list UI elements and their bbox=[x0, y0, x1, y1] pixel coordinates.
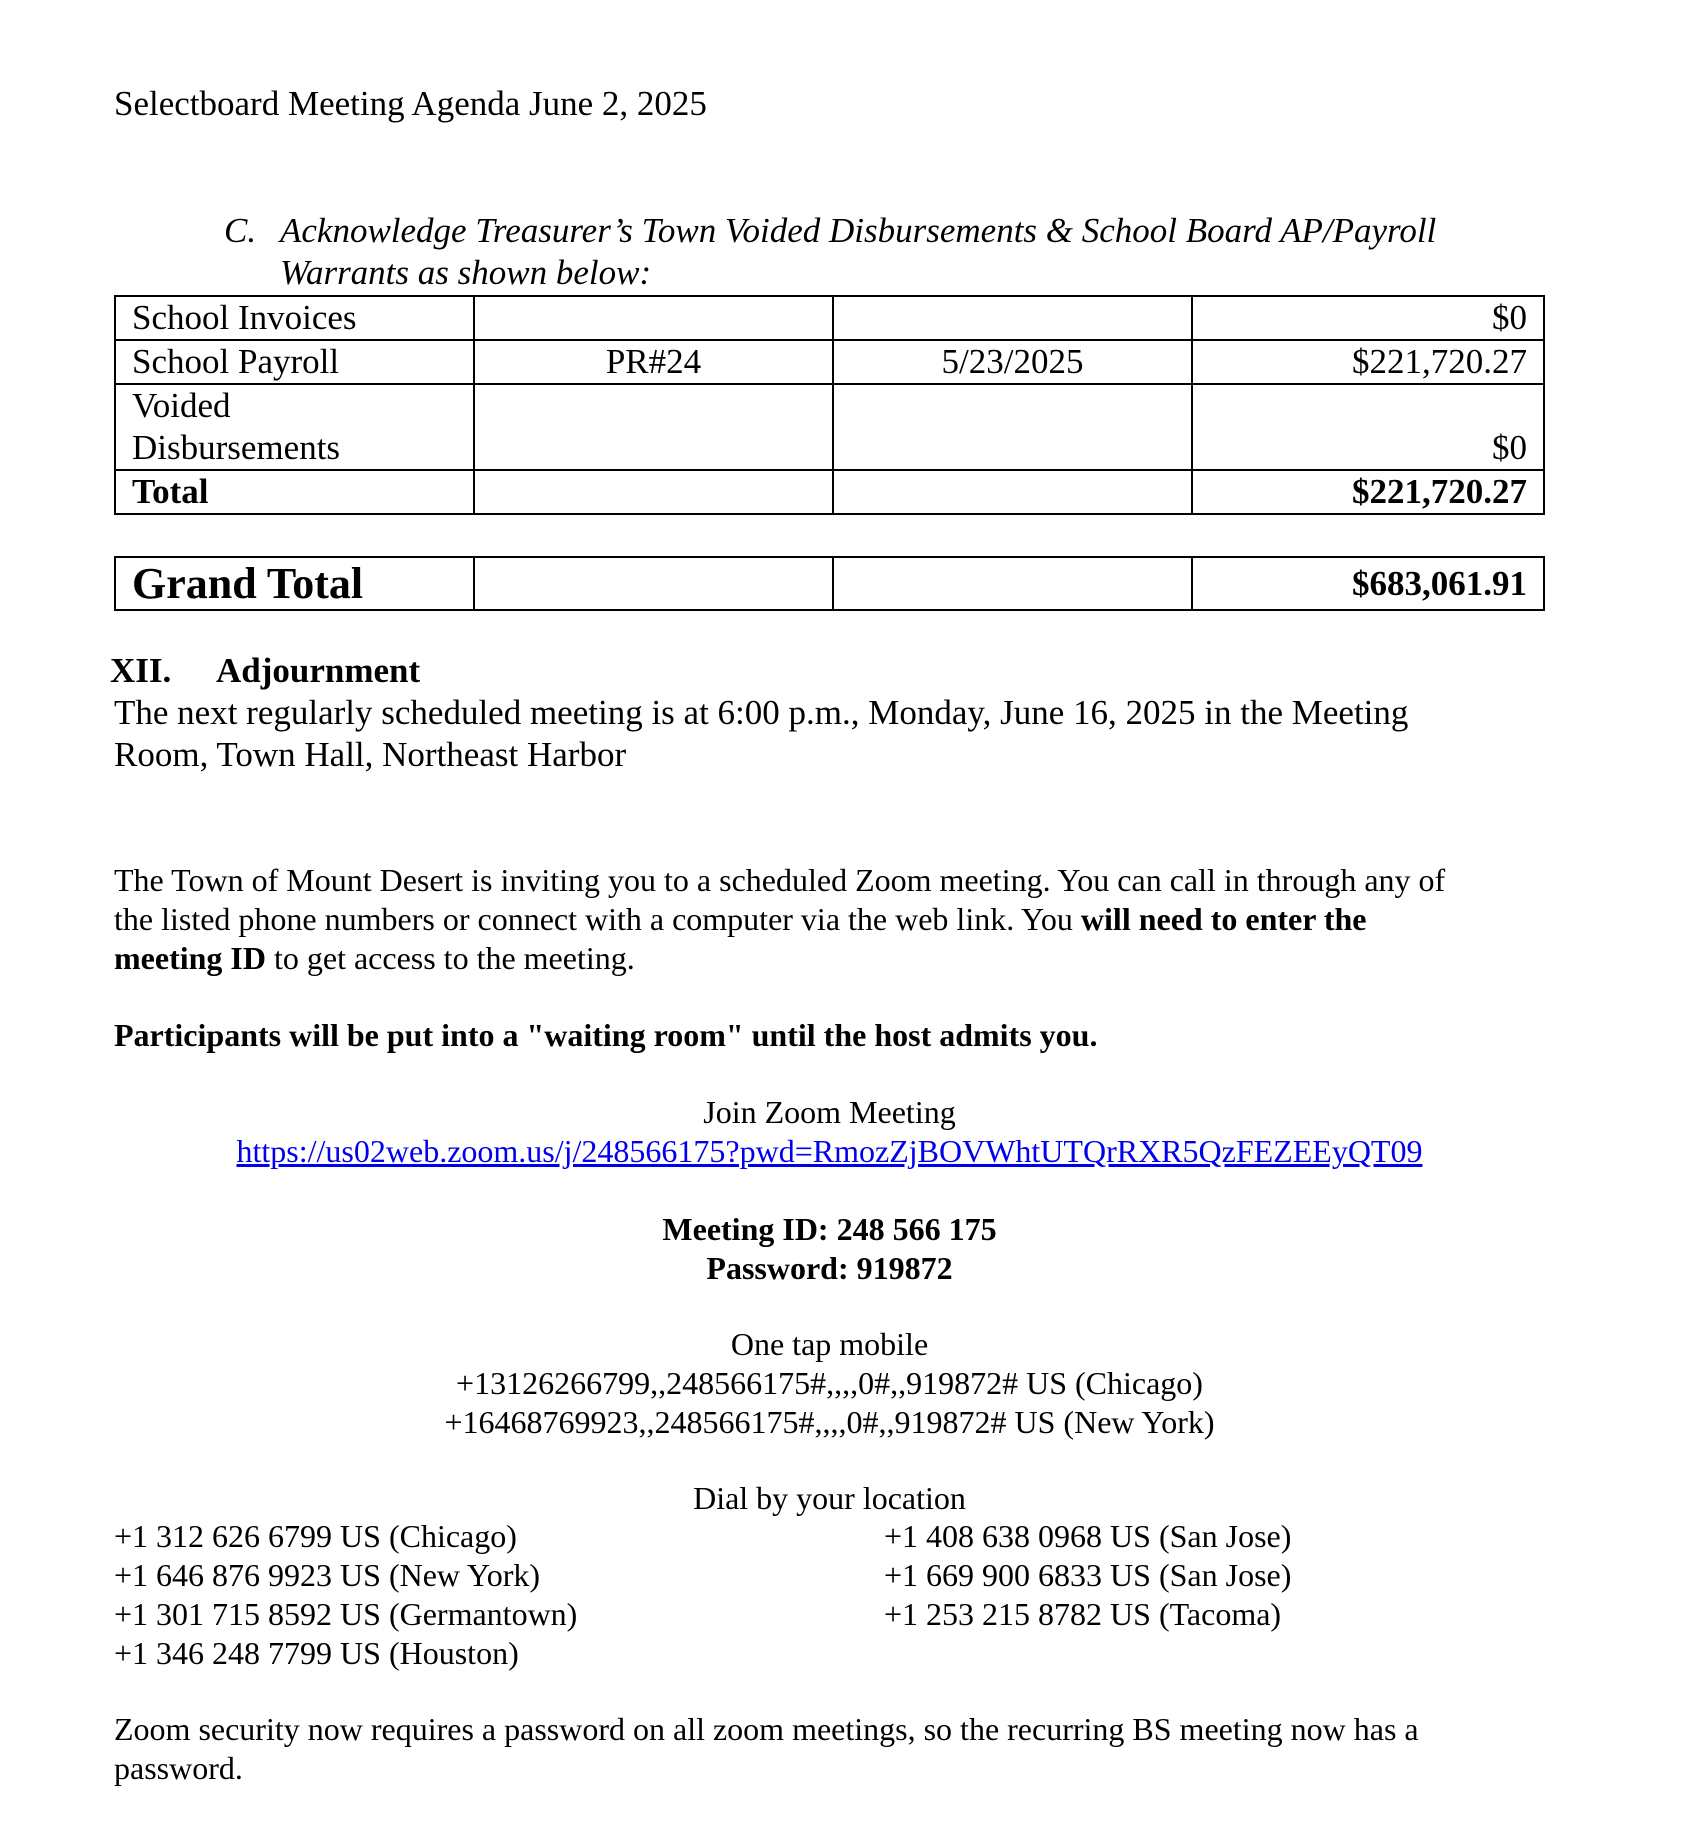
row-label: Total bbox=[115, 470, 474, 514]
zoom-intro-text: the listed phone numbers or connect with a computer via the web link. You bbox=[114, 901, 1081, 937]
grand-total-label: Grand Total bbox=[115, 557, 474, 610]
table-row bbox=[115, 384, 1544, 470]
dial-label: Dial by your location bbox=[693, 1480, 966, 1516]
row-label: School Payroll bbox=[115, 340, 474, 384]
join-zoom-link-row bbox=[114, 1132, 1545, 1171]
zoom-intro-bold: meeting ID bbox=[114, 940, 266, 976]
row-date bbox=[833, 296, 1192, 340]
row-ref bbox=[474, 470, 833, 514]
row-date bbox=[833, 384, 1192, 470]
section-heading-adjournment bbox=[110, 651, 420, 691]
dial-list-right bbox=[884, 1517, 1291, 1634]
empty-cell bbox=[833, 557, 1192, 610]
empty-cell bbox=[474, 557, 833, 610]
table-row bbox=[115, 557, 1544, 610]
row-amount: $221,720.27 bbox=[1192, 470, 1544, 514]
security-line2: password. bbox=[114, 1750, 243, 1786]
row-date: 5/23/2025 bbox=[833, 340, 1192, 384]
row-amount: $221,720.27 bbox=[1192, 340, 1544, 384]
adjournment-line1: The next regularly scheduled meeting is at 6:00 p.m., Monday, June 16, 2025 in the Meeting bbox=[114, 693, 1409, 732]
zoom-security-note bbox=[114, 1710, 1574, 1788]
one-tap-number: +16468769923,,248566175#,,,,0#,,919872# US (New York) bbox=[444, 1404, 1215, 1440]
meeting-password: Password: 919872 bbox=[706, 1250, 953, 1286]
row-date bbox=[833, 470, 1192, 514]
dial-number: +1 646 876 9923 US (New York) bbox=[114, 1557, 541, 1593]
row-label bbox=[115, 384, 474, 470]
row-label-line2: Disbursements bbox=[132, 428, 341, 467]
agenda-item-c bbox=[224, 210, 1436, 294]
zoom-intro-line3 bbox=[114, 939, 1574, 978]
row-amount: $0 bbox=[1192, 296, 1544, 340]
dial-number: +1 346 248 7799 US (Houston) bbox=[114, 1635, 519, 1671]
page-header: Selectboard Meeting Agenda June 2, 2025 bbox=[114, 84, 707, 123]
grand-total-amount: $683,061.91 bbox=[1192, 557, 1544, 610]
agenda-item-line1: Acknowledge Treasurer’s Town Voided Disbursements & School Board AP/Payroll bbox=[280, 211, 1437, 250]
adjournment-line2: Room, Town Hall, Northeast Harbor bbox=[114, 735, 627, 774]
zoom-intro-line2 bbox=[114, 900, 1574, 939]
adjournment-text bbox=[114, 692, 1574, 776]
row-label-line1: Voided bbox=[132, 386, 231, 425]
waiting-room-notice: Participants will be put into a "waiting room" until the host admits you. bbox=[114, 1017, 1098, 1053]
dial-number: +1 253 215 8782 US (Tacoma) bbox=[884, 1596, 1282, 1632]
row-label: School Invoices bbox=[115, 296, 474, 340]
agenda-item-line2: Warrants as shown below: bbox=[280, 253, 652, 292]
row-ref bbox=[474, 296, 833, 340]
meeting-id: Meeting ID: 248 566 175 bbox=[662, 1211, 997, 1247]
row-amount: $0 bbox=[1192, 384, 1544, 470]
agenda-item-letter: C. bbox=[224, 211, 257, 250]
dial-list-left bbox=[114, 1517, 577, 1673]
one-tap-label: One tap mobile bbox=[730, 1326, 929, 1362]
dial-number: +1 301 715 8592 US (Germantown) bbox=[114, 1596, 578, 1632]
join-zoom-label: Join Zoom Meeting bbox=[703, 1094, 956, 1130]
warrants-table bbox=[114, 295, 1545, 515]
section-title: Adjournment bbox=[216, 651, 421, 690]
dial-number: +1 669 900 6833 US (San Jose) bbox=[884, 1557, 1292, 1593]
dial-number: +1 312 626 6799 US (Chicago) bbox=[114, 1518, 517, 1554]
row-ref: PR#24 bbox=[474, 340, 833, 384]
table-row-total bbox=[115, 470, 1544, 514]
grand-total-table bbox=[114, 556, 1545, 611]
dial-number: +1 408 638 0968 US (San Jose) bbox=[884, 1518, 1292, 1554]
section-number: XII. bbox=[110, 651, 172, 690]
row-ref bbox=[474, 384, 833, 470]
join-zoom-link[interactable]: https://us02web.zoom.us/j/248566175?pwd=RmozZjBOVWhtUTQrRXR5QzFEZEEyQT09 bbox=[236, 1133, 1423, 1169]
zoom-intro-line1: The Town of Mount Desert is inviting you to a scheduled Zoom meeting. You can call in through any of bbox=[114, 862, 1446, 898]
zoom-intro-bold: will need to enter the bbox=[1080, 901, 1367, 937]
security-line1: Zoom security now requires a password on all zoom meetings, so the recurring BS meeting now has a bbox=[114, 1711, 1419, 1747]
table-row bbox=[115, 296, 1544, 340]
zoom-intro bbox=[114, 861, 1574, 978]
table-row bbox=[115, 340, 1544, 384]
one-tap-number: +13126266799,,248566175#,,,,0#,,919872# US (Chicago) bbox=[456, 1365, 1203, 1401]
zoom-intro-text: to get access to the meeting. bbox=[265, 940, 635, 976]
